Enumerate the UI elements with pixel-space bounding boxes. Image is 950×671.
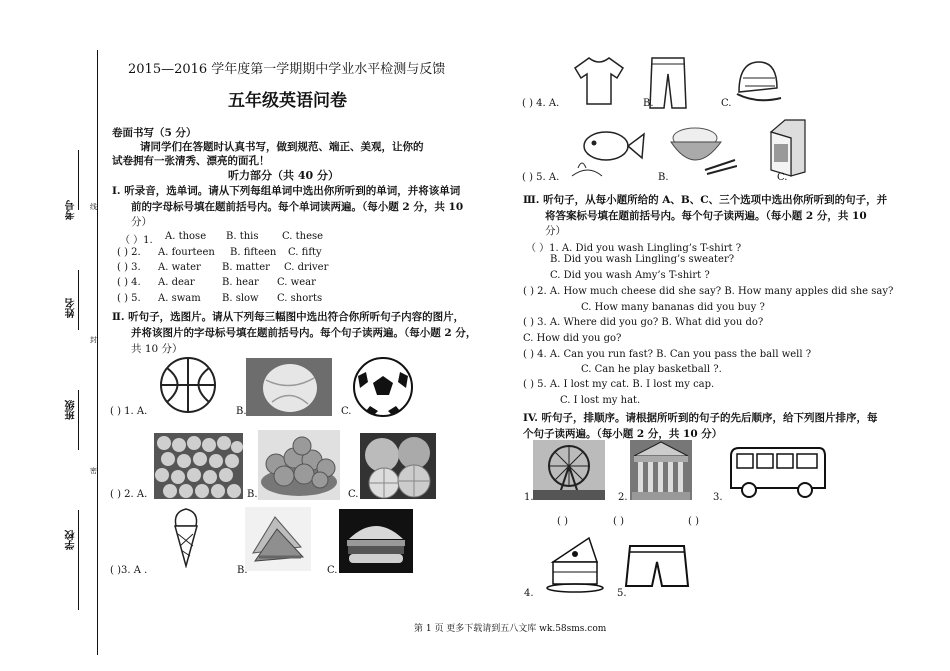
rice-picture (665, 124, 737, 178)
part4-label-5: 5. (617, 588, 627, 599)
binding-blank-3 (78, 390, 79, 450)
binding-class-label: 班级 (66, 400, 77, 420)
bus-picture (725, 444, 829, 502)
part2-row1-number[interactable]: ( ) 1. A. (110, 406, 148, 417)
part1-line-3: 分） (131, 216, 152, 228)
writing-heading: 卷面书写（5 分） (112, 127, 197, 139)
part2-line-3: 共 10 分） (131, 343, 183, 355)
option-c: C. these (282, 231, 324, 242)
shorts-picture (624, 540, 690, 594)
part4-blank[interactable]: ( ) (557, 516, 568, 527)
option-c: C. driver (284, 262, 329, 273)
item-number[interactable]: ( ) 3. (117, 262, 141, 273)
part4-line-1: IV. 听句子，排顺序。请根据所听到的句子的先后顺序，给下列图片排序，每 (523, 412, 878, 424)
part3-line[interactable]: ( ) 2. A. How much cheese did she say? B. How many apples did she say? (523, 286, 894, 297)
part4-line-2: 个句子读两遍。（每小题 2 分，共 10 分） (523, 428, 723, 440)
part4-label-4: 4. (524, 588, 534, 599)
option-a: A. those (165, 231, 207, 242)
item-number[interactable]: ( ) 2. (117, 247, 141, 258)
item-number[interactable]: （ ）1. (120, 235, 153, 246)
ferris-wheel-picture (533, 440, 605, 500)
part2-row5-b: B. (658, 172, 669, 183)
peaches-picture (258, 430, 340, 500)
binding-name-label: 姓名 (66, 298, 77, 318)
part3-line: C. Can he play basketball ?. (581, 364, 722, 375)
oranges-picture (360, 433, 436, 499)
option-c: C. wear (277, 277, 316, 288)
writing-line-2: 试卷拥有一张清秀、漂亮的面孔！ (112, 155, 270, 167)
part4-blank[interactable]: ( ) (613, 516, 624, 527)
option-b: B. matter (222, 262, 270, 273)
part1-line-1: Ⅰ. 听录音，选单词。请从下列每组单词中选出你所听到的单词，并将该单词 (112, 185, 461, 197)
part2-row1-b: B. (236, 406, 247, 417)
part2-row4-number[interactable]: ( ) 4. A. (522, 98, 560, 109)
part3-line: C. How did you go? (523, 333, 622, 344)
binding-school-label: 学校 (66, 530, 77, 550)
option-b: B. slow (222, 293, 259, 304)
year-title: 2015—2016 学年度第一学期期中学业水平检测与反馈 (128, 62, 446, 77)
part3-line[interactable]: （ ）1. A. Did you wash Lingling’s T-shirt ? (526, 243, 742, 254)
part3-line-2: 将答案标号填在题前括号内。每个句子读两遍。（每小题 2 分，共 10 (545, 210, 867, 222)
item-number[interactable]: ( ) 4. (117, 277, 141, 288)
item-number[interactable]: ( ) 5. (117, 293, 141, 304)
milk-picture (765, 116, 811, 178)
part3-line[interactable]: ( ) 5. A. I lost my cat. B. I lost my cap. (523, 379, 715, 390)
part3-line: C. Did you wash Amy’s T-shirt ? (550, 270, 710, 281)
part4-label-2: 2. (618, 492, 628, 503)
part3-line[interactable]: ( ) 3. A. Where did you go? B. What did you do? (523, 317, 764, 328)
option-a: A. swam (158, 293, 201, 304)
page-footer: 第 1 页 更多下载请到五八文库 wk.58sms.com (414, 624, 607, 634)
sandwich-picture (245, 507, 311, 571)
part2-row3-b: B. (237, 565, 248, 576)
basketball-picture (157, 356, 219, 416)
hamburger-picture (339, 509, 413, 573)
part2-row4-c: C. (721, 98, 732, 109)
fish-picture (568, 124, 650, 180)
binding-blank-4 (78, 510, 79, 610)
part2-row4-b: B. (643, 98, 654, 109)
part4-label-3: 3. (713, 492, 723, 503)
part1-line-2: 前的字母标号填在题前括号内。每个单词读两遍。（每小题 2 分，共 10 (131, 201, 464, 213)
writing-line-1: 请同学们在答题时认真书写，做到规范、端正、美观，让你的 (140, 141, 424, 153)
option-b: B. this (226, 231, 259, 242)
grapes-picture (154, 433, 243, 499)
option-a: A. dear (158, 277, 195, 288)
trousers-picture (648, 56, 688, 110)
part2-line-2: 并将该图片的字母标号填在题前括号内。每个句子读两遍。（每小题 2 分， (131, 327, 477, 339)
part4-label-1: 1. (524, 492, 534, 503)
football-picture (350, 356, 416, 418)
binding-xian-mark: 线 (90, 203, 97, 211)
binding-mi-mark: 密 (90, 467, 97, 475)
part3-line[interactable]: ( ) 4. A. Can you run fast? B. Can you pass the ball well ? (523, 349, 812, 360)
part3-line-1: Ⅲ. 听句子，从每小题所给的 A、B、C、三个选项中选出你所听到的句子，并 (523, 194, 888, 206)
option-a: A. fourteen (158, 247, 215, 258)
part2-line-1: Ⅱ. 听句子，选图片。请从下列每三幅图中选出符合你所听句子内容的图片， (112, 311, 465, 323)
option-c: C. fifty (288, 247, 322, 258)
option-a: A. water (158, 262, 201, 273)
part2-row5-c: C. (777, 172, 788, 183)
binding-line (97, 50, 98, 655)
part3-line: C. How many bananas did you buy ? (581, 302, 765, 313)
part2-row2-number[interactable]: ( ) 2. A. (110, 489, 148, 500)
ice-cream-picture (171, 506, 201, 568)
cap-picture (733, 58, 783, 108)
t-shirt-picture (571, 54, 627, 106)
part3-line-3: 分） (545, 225, 566, 237)
volleyball-picture (246, 358, 332, 416)
part4-blank[interactable]: ( ) (688, 516, 699, 527)
part2-row1-c: C. (341, 406, 352, 417)
part3-line: C. I lost my hat. (560, 395, 641, 406)
part2-row5-number[interactable]: ( ) 5. A. (522, 172, 560, 183)
cake-picture (545, 532, 607, 594)
binding-number-label: 考号 (66, 200, 77, 220)
part2-row3-c: C. (327, 565, 338, 576)
option-b: B. hear (222, 277, 259, 288)
binding-feng-mark: 封 (90, 336, 97, 344)
paper-title: 五年级英语问卷 (228, 91, 347, 111)
part2-row3-number[interactable]: ( )3. A . (110, 565, 148, 576)
museum-picture (630, 440, 692, 500)
option-b: B. fifteen (230, 247, 277, 258)
part2-row2-b: B. (247, 489, 258, 500)
option-c: C. shorts (277, 293, 323, 304)
part3-line: B. Did you wash Lingling’s sweater? (550, 254, 735, 265)
part2-row2-c: C. (348, 489, 359, 500)
listening-heading: 听力部分（共 40 分） (228, 169, 339, 182)
